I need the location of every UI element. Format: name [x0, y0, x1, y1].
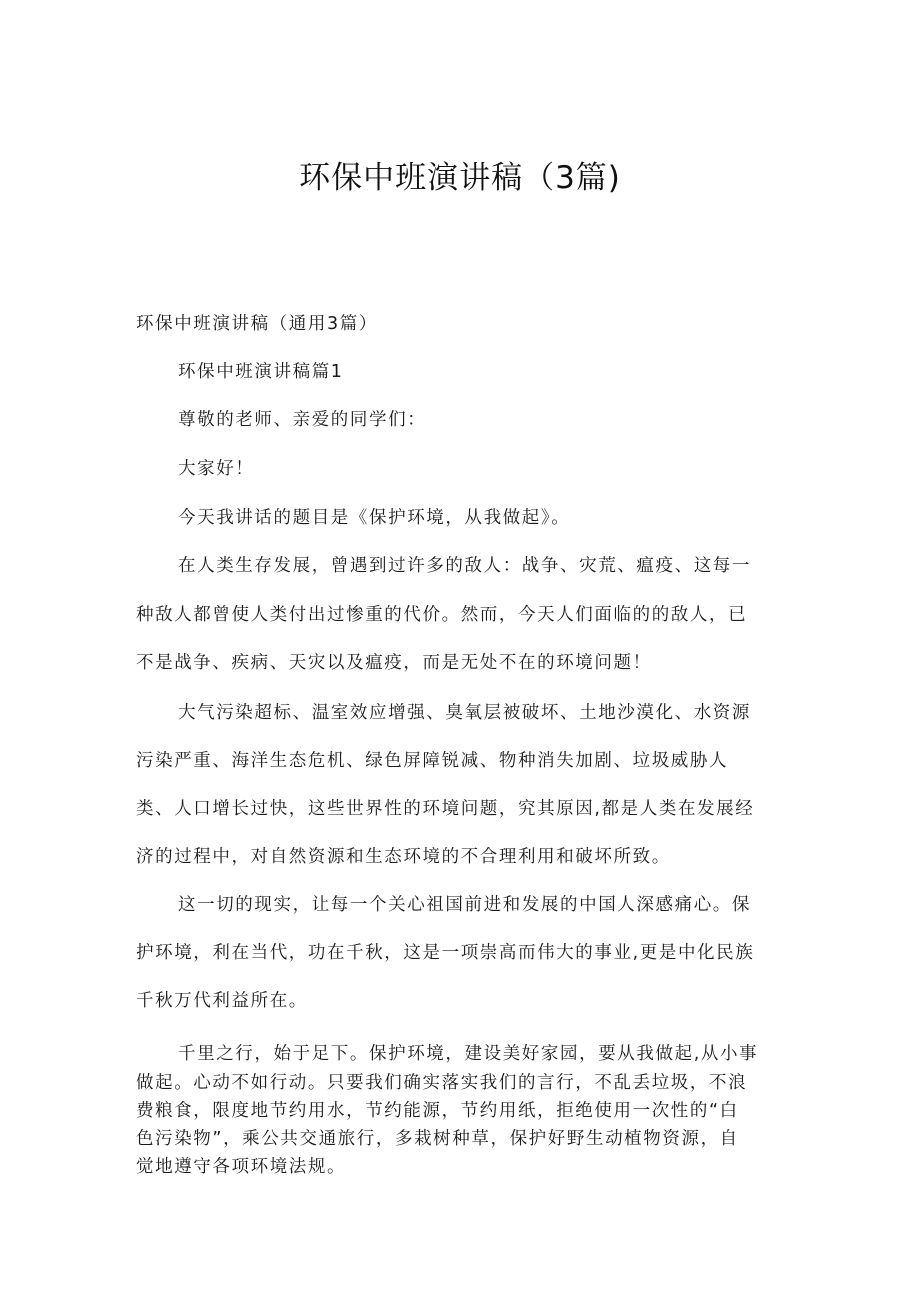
paragraph-line: 不是战争、疾病、天灾以及瘟疫，而是无处不在的环境问题！ — [136, 653, 652, 673]
paragraph-line: 这一切的现实，让每一个关心祖国前进和发展的中国人深感痛心。保 — [178, 895, 751, 915]
paragraph-line: 在人类生存发展，曾遇到过许多的敌人：战争、灾荒、瘟疫、这每一 — [178, 556, 751, 576]
paragraph-line: 类、人口增长过快，这些世界性的环境问题，究其原因,都是人类在发展经 — [136, 799, 755, 819]
section-heading: 环保中班演讲稿篇1 — [178, 362, 344, 382]
paragraph-line: 护环境，利在当代，功在千秋，这是一项崇高而伟大的事业,更是中化民族 — [136, 943, 755, 963]
paragraph-line: 大气污染超标、温室效应增强、臭氧层被破坏、土地沙漠化、水资源 — [178, 703, 751, 723]
paragraph-line: 做起。心动不如行动。只要我们确实落实我们的言行，不乱丢垃圾，不浪 — [136, 1073, 748, 1093]
paragraph-line: 种敌人都曾使人类付出过惨重的代价。然而，今天人们面临的的敌人，已 — [136, 605, 748, 625]
paragraph-line: 觉地遵守各项环境法规。 — [136, 1157, 347, 1177]
paragraph-line: 千里之行，始于足下。保护环境，建设美好家园，要从我做起,从小事 — [178, 1044, 759, 1064]
paragraph-line: 千秋万代利益所在。 — [136, 991, 308, 1011]
paragraph-line: 济的过程中，对自然资源和生态环境的不合理利用和破坏所致。 — [136, 847, 671, 867]
paragraph-line: 污染严重、海洋生态危机、绿色屏障锐减、物种消失加剧、垃圾威胁人 — [136, 751, 729, 771]
document-subtitle: 环保中班演讲稿（通用3篇） — [136, 314, 378, 334]
greeting: 大家好！ — [178, 459, 255, 479]
document-title: 环保中班演讲稿（3篇) — [299, 160, 621, 196]
salutation: 尊敬的老师、亲爱的同学们： — [178, 410, 427, 430]
topic-line: 今天我讲话的题目是《保护环境，从我做起》。 — [178, 508, 571, 528]
paragraph-line: 费粮食，限度地节约用水，节约能源，节约用纸，拒绝使用一次性的“白 — [136, 1101, 739, 1121]
paragraph-line: 色污染物”，乘公共交通旅行，多栽树种草，保护好野生动植物资源，自 — [136, 1129, 739, 1149]
